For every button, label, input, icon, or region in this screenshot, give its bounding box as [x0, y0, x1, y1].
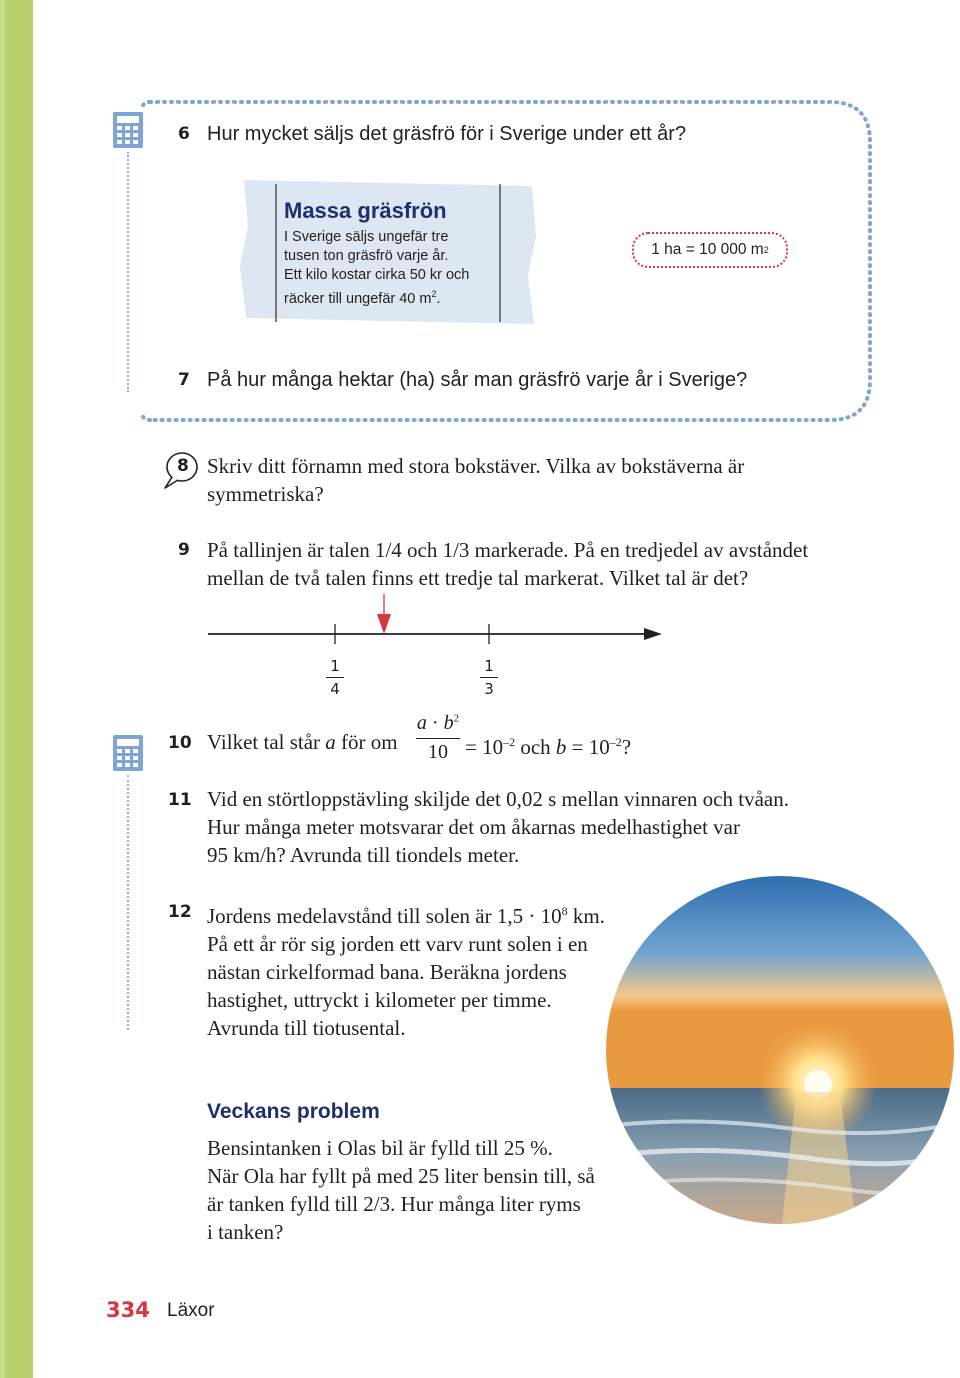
question-10-equation: = $10^{-2}$ och $b = 10^{-2}$?: [465, 735, 632, 759]
question-12-text: [207, 897, 605, 1042]
tick-label-one-third: 1 3: [480, 657, 498, 698]
question-6-text: Hur mycket säljs det gräsfrö för i Sverige under ett år?: [207, 123, 687, 145]
question-11-line: Hur många meter motsvarar det om åkarnas medelhastighet var: [207, 815, 740, 839]
weekly-problem-text: [207, 1134, 595, 1246]
question-12-line: hastighet, uttryckt i kilometer per timme.: [207, 988, 552, 1012]
page-number: 334: [106, 1298, 150, 1322]
weekly-problem-line: Bensintanken i Olas bil är fylld till 25 %.: [207, 1136, 553, 1160]
note-line: I Sverige säljs ungefär tre: [284, 229, 449, 245]
weekly-problem-title: Veckans problem: [207, 1100, 380, 1123]
question-11-line: 95 km/h? Avrunda till tiondels meter.: [207, 843, 520, 867]
calculator-guide-line: [127, 775, 129, 1030]
question-12-number: 12: [168, 902, 192, 922]
question-9-line: mellan de två talen finns ett tredje tal markerat. Vilket tal är det?: [207, 566, 749, 590]
question-7-number: 7: [178, 370, 190, 390]
question-9-text: [207, 536, 808, 592]
question-12-line: Avrunda till tiotusental.: [207, 1016, 406, 1040]
question-12-line: Jordens medelavstånd till solen är $1,5 \cdot 10^8$ km.: [207, 904, 605, 928]
page-sidebar: [0, 0, 33, 1378]
number-line-marker: [377, 614, 391, 634]
sunset-photo: [606, 876, 954, 1224]
page-sidebar-inner: [5, 0, 33, 1378]
question-7-text: På hur många hektar (ha) sår man gräsfrö varje år i Sverige?: [207, 369, 748, 391]
question-8-line: Skriv ditt förnamn med stora bokstäver. Vilka av bokstäverna är: [207, 454, 745, 478]
weekly-problem-line: När Ola har fyllt på med 25 liter bensin till, så: [207, 1164, 595, 1188]
hectare-fact: 1 ha = 10 000 m 2: [632, 232, 788, 268]
question-10-fraction: $a \cdot b^2$ 10: [416, 712, 460, 763]
question-11-text: [207, 785, 789, 869]
note-body: [284, 228, 504, 309]
question-8-text: [207, 452, 744, 508]
question-12-line: nästan cirkelformad bana. Beräkna jordens: [207, 960, 567, 984]
note-line: Ett kilo kostar cirka 50 kr och: [284, 267, 470, 283]
number-line: [200, 590, 680, 650]
note-line: räcker till ungefär 40 $m^2$.: [284, 289, 441, 307]
question-6-number: 6: [178, 124, 190, 144]
question-10-text: Vilket tal står a för om: [207, 730, 398, 754]
calculator-guide-line: [127, 152, 129, 392]
tick-label-one-fourth: 1 4: [326, 657, 344, 698]
calculator-icon: [113, 735, 143, 771]
note-title: Massa gräsfrön: [284, 198, 447, 223]
question-8-line: symmetriska?: [207, 482, 324, 506]
calculator-icon: [113, 112, 143, 148]
question-12-line: På ett år rör sig jorden ett varv runt solen i en: [207, 932, 588, 956]
question-10-number: 10: [168, 733, 192, 753]
question-11-line: Vid en störtloppstävling skiljde det 0,02 s mellan vinnaren och tvåan.: [207, 787, 789, 811]
weekly-problem-line: i tanken?: [207, 1220, 284, 1244]
weekly-problem-line: är tanken fylld till 2/3. Hur många liter ryms: [207, 1192, 581, 1216]
question-8-number: 8: [177, 456, 189, 476]
section-label: Läxor: [167, 1300, 215, 1321]
question-9-number: 9: [178, 540, 190, 560]
note-line: tusen ton gräsfrö varje år.: [284, 248, 449, 264]
question-9-line: På tallinjen är talen 1/4 och 1/3 markerade. På en tredjedel av avståndet: [207, 538, 809, 562]
question-11-number: 11: [168, 790, 192, 810]
